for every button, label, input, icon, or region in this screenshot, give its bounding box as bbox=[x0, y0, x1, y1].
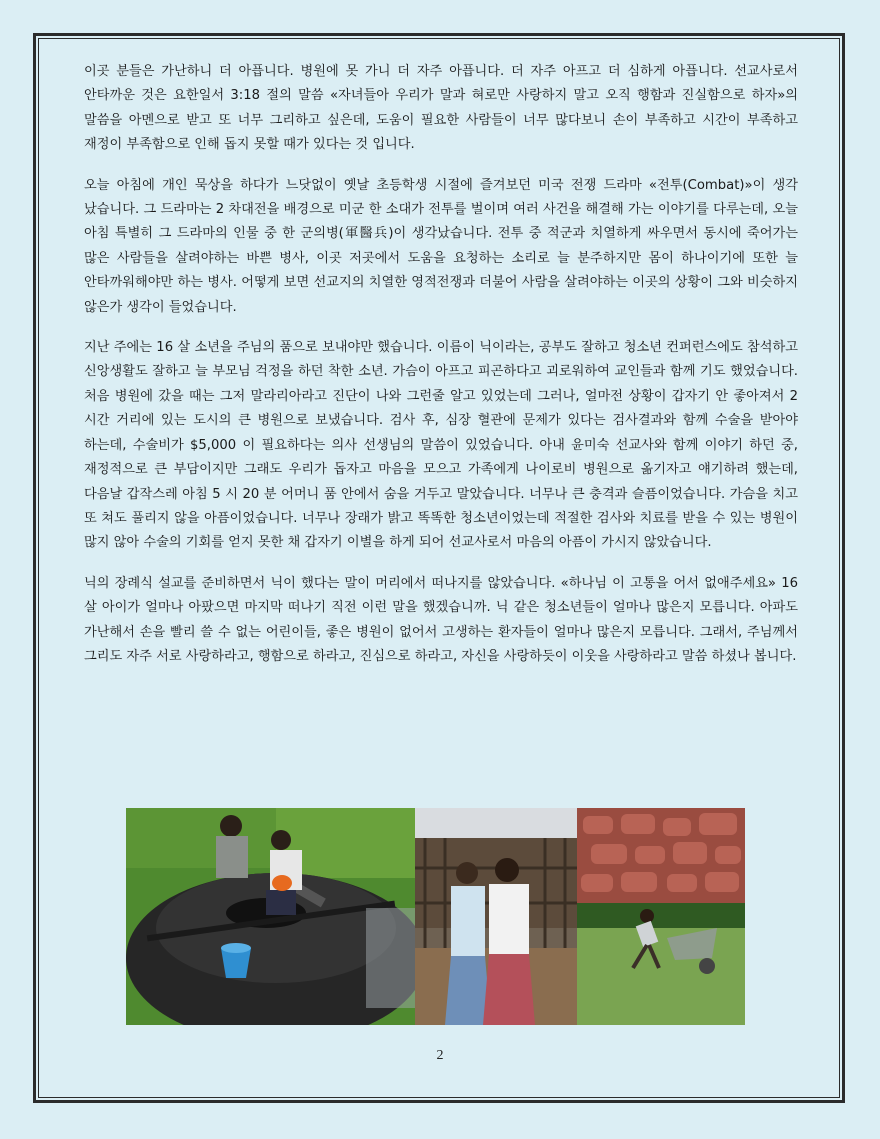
letter-body bbox=[84, 60, 798, 685]
paragraph-3: 지난 주에는 16 살 소년을 주님의 품으로 보내야만 했습니다. 이름이 닉이라는, 공부도 잘하고 청소년 컨퍼런스에도 참석하고 신앙생활도 잘하고 늘 부모님 걱정을 하던 착한 소년. 가슴이 아프고 피곤하다고 괴로워하여 교인들과 함께 기도 했었습니다. 처음 병원에 갔을 때는 그저 말라리아라고 진단이 나와 그런줄 알고 있었는데 그러나, 얼마전 상황이 갑자기 안 좋아져서 2 시간 거리에 있는 도시의 큰 병원으로 보냈습니다. 검사 후, 심장 혈관에 문제가 있다는 검사결과와 함께 수술을 받아야 하는데, 수술비가 $5,000 이 필요하다는 의사 선생님의 말씀이 있었습니다. 아내 윤미숙 선교사와 함께 이야기 하던 중, 재정적으로 큰 부담이지만 그래도 우리가 돕자고 마음을 모으고 가족에게 나이로비 병원으로 옮기자고 얘기하려 했는데, 다음날 갑작스레 아침 5 시 20 분 어머니 품 안에서 숨을 거두고 말았습니다. 너무나 큰 충격과 슬픔이었습니다. 가슴을 치고 또 쳐도 풀리지 않을 아픔이었습니다. 너무나 장래가 밝고 똑똑한 청소년이었는데 적절한 검사와 치료를 받을 수 있는 병원이 많지 않아 수술의 기회를 얻지 못한 채 갑자기 이별을 하게 되어 선교사로서 마음의 아픔이 가시지 않았습니다. bbox=[84, 340, 798, 551]
photo-water-tank bbox=[126, 808, 415, 1025]
photo-strip bbox=[126, 808, 745, 1025]
paragraph-2: 오늘 아침에 개인 묵상을 하다가 느닷없이 옛날 초등학생 시절에 즐겨보던 미국 전쟁 드라마 «전투(Combat)»이 생각 났습니다. 그 드라마는 2 차대전을 배경으로 미군 한 소대가 전투를 벌이며 여러 사건을 해결해 가는 이야기를 다루는데, 오늘 아침 특별히 그 드라마의 인물 중 한 군의병(軍醫兵)이 생각났습니다. 전투 중 적군과 치열하게 싸우면서 동시에 죽어가는 많은 사람들을 살려야하는 바쁜 병사, 이곳 저곳에서 도움을 요청하는 소리로 늘 분주하지만 몸이 하나이기에 또한 늘 안타까워해야만 하는 병사. 어떻게 보면 선교지의 치열한 영적전쟁과 더불어 사람을 살려야하는 이곳의 상황이 그와 비슷하지 않은가 생각이 들었습니다. bbox=[84, 177, 798, 315]
paragraph-4: 닉의 장례식 설교를 준비하면서 닉이 했다는 말이 머리에서 떠나지를 않았습니다. «하나님 이 고통을 어서 없애주세요» 16 살 아이가 얼마나 아팠으면 마지막 떠나기 직전 이런 말을 했겠습니까. 닉 같은 청소년들이 얼마나 많은지 모릅니다. 아파도 가난해서 손을 빨리 쓸 수 없는 어린이들, 좋은 병원이 없어서 고생하는 환자들이 얼마나 많은지 모릅니다. 그래서, 주님께서 그리도 자주 서로 사랑하라고, 행함으로 하라고, 진심으로 하라고, 자신을 사랑하듯이 이웃을 사랑하라고 말씀 하셨나 봅니다. bbox=[84, 575, 798, 664]
photo-wheelbarrow bbox=[577, 808, 745, 1025]
page-number: 2 bbox=[436, 1048, 444, 1063]
paragraph-1: 이곳 분들은 가난하니 더 아픕니다. 병원에 못 가니 더 자주 아픕니다. 더 자주 아프고 더 심하게 아픕니다. 선교사로서 안타까운 것은 요한일서 3:18 절의 말씀 «자녀들아 우리가 말과 혀로만 사랑하지 말고 오직 행함과 진실함으로 하자»의 말씀을 아멘으로 받고 또 너무 그리하고 싶은데, 도움이 필요한 사람들이 너무 많다보니 손이 부족하고 시간이 부족하고 재정이 부족함으로 인해 돕지 못할 때가 있다는 것 입니다. bbox=[84, 64, 798, 153]
photo-two-women bbox=[415, 808, 577, 1025]
